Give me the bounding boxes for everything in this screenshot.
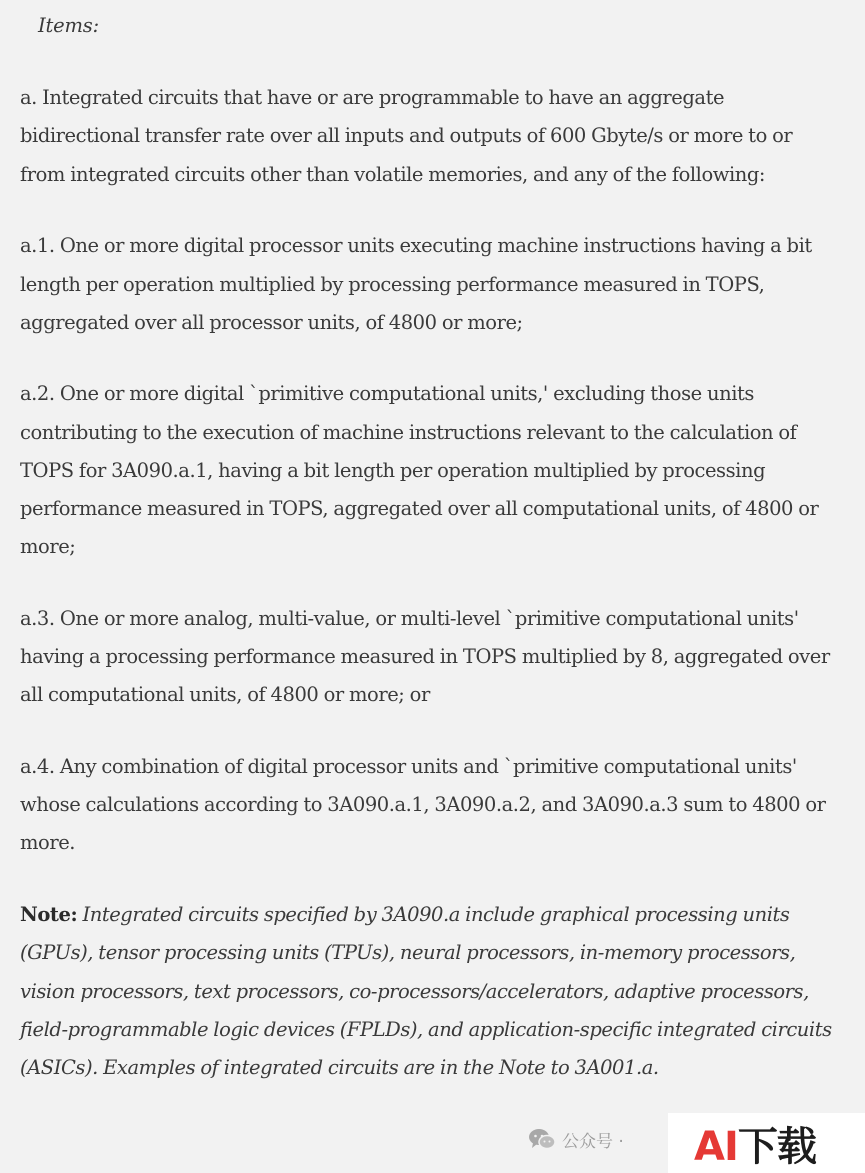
document-body: [20, 0, 840, 1087]
paragraph-a3: a.3. One or more analog, multi-value, or multi-level `primitive computational units' having a processing performance measured in TOPS multiplied by 8, aggregated over all computational units, of 4800 or more; or: [20, 606, 830, 707]
paragraph-a2: a.2. One or more digital `primitive computational units,' excluding those units contributing to the execution of machine instructions relevant to the calculation of TOPS for 3A090.a.1, having a bit length per operation multiplied by processing performance measured in TOPS, aggregated over all computational units, of 4800 or more;: [20, 382, 819, 559]
note-text: Integrated circuits specified by 3A090.a include graphical processing units (GPUs), tensor processing units (TPUs), neural processors, in-memory processors, vision processors, text processors, co-processors/accelerators, adaptive processors, field-programmable logic devices (FPLDs), and application-specific integrated circuits (ASICs). Examples of integrated circuits are in the Note to 3A001.a.: [20, 903, 832, 1079]
watermark-label: 公众号 ·: [562, 1131, 624, 1152]
brand-download-text: 下载: [737, 1123, 816, 1170]
brand-text: [694, 1115, 816, 1172]
items-heading: Items:: [38, 14, 99, 37]
paragraph-a4: a.4. Any combination of digital processor units and `primitive computational units' whose calculations according to 3A090.a.1, 3A090.a.2, and 3A090.a.3 sum to 4800 or more.: [20, 755, 826, 855]
brand-ai-text: AI: [694, 1123, 738, 1170]
note-label: Note:: [20, 903, 78, 927]
paragraph-a: a. Integrated circuits that have or are programmable to have an aggregate bidirectional transfer rate over all inputs and outputs of 600 Gbyte/s or more to or from integrated circuits other than volatile memories, and any of the following:: [20, 86, 793, 186]
note-paragraph: [20, 896, 840, 1087]
wechat-icon: [528, 1127, 556, 1151]
brand-logo: [668, 1113, 865, 1173]
paragraph-a1: a.1. One or more digital processor units executing machine instructions having a bit length per operation multiplied by processing performance measured in TOPS, aggregated over all processor units, of 4800 or more;: [20, 234, 812, 334]
wechat-watermark: [528, 1118, 624, 1160]
